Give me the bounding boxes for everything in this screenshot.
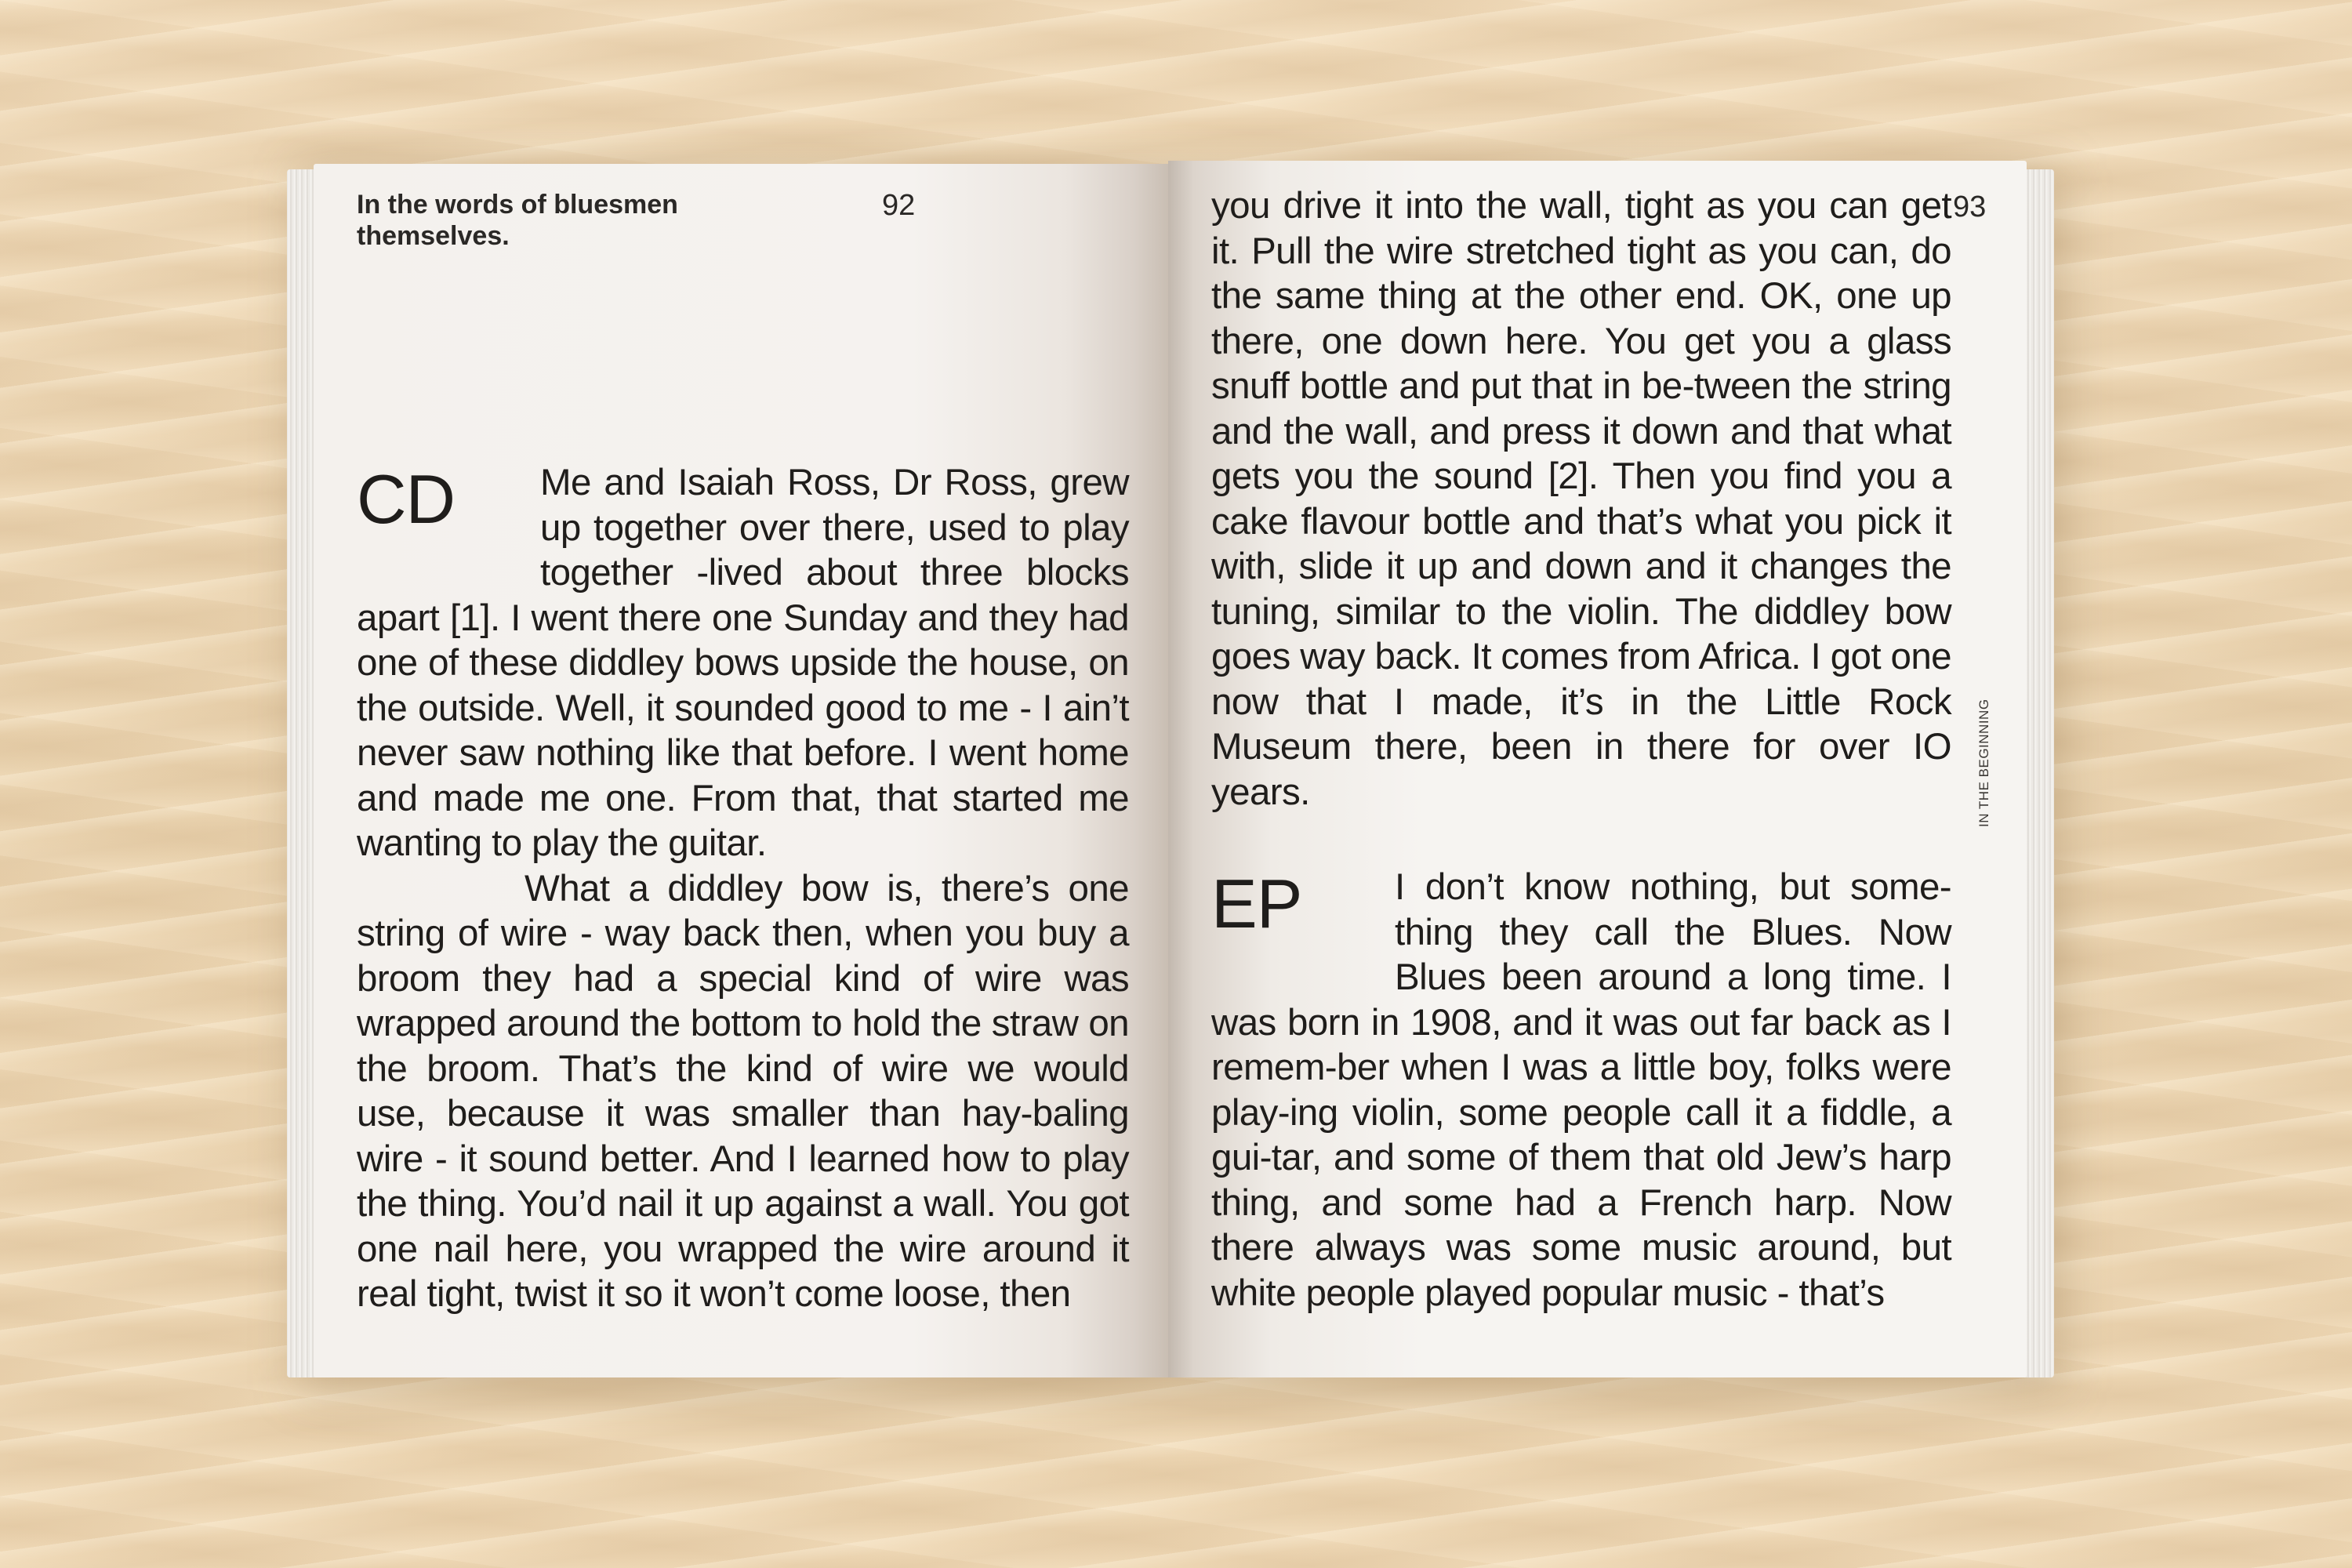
continued-paragraph: you drive it into the wall, tight as you can get it. Pull the wire stretched tight as you can, do the same thing at the other end. OK, one up there, one down here. You get you a glass snuff bottle and put that in be-tween the string and the wall, and press it down and that what gets you the sound [2]. Then you find you a cake flavour bottle and that’s what you pick it with, slide it up and down and it changes the tuning, similar to the violin. The diddley bow goes way back. It comes from Africa. I got one now that I made, it’s in the Little Rock Museum there, been in there for over IO years. — [1211, 185, 1951, 813]
page-number-left: 92 — [882, 189, 916, 222]
section-side-label: IN THE BEGINNING — [1976, 699, 1991, 827]
right-body-text — [1211, 865, 1951, 1316]
paragraph-1: Me and Isaiah Ross, Dr Ross, grew up together over there, used to play together -lived about three blocks apart [1]. I went there one Sunday and they had one of these diddley bows upside the house, on the outside. Well, it sounded good to me - I ain’t never saw nothing like that before. I went home and made me one. From that, that started me wanting to play the guitar. — [357, 462, 1129, 864]
left-page — [314, 164, 1168, 1377]
right-page — [1168, 161, 2027, 1377]
page-number-right: 93 — [1953, 191, 1987, 223]
left-body-text — [357, 460, 1129, 1317]
paragraph-ep: I don’t know nothing, but some-thing they call the Blues. Now Blues been around a long time. I was born in 1908, and it was out far back as I remem-ber when I was a little boy, folks were play-ing violin, some people call it a fiddle, a gui-tar, and some of them that old Jew’s harp thing, and some had a French harp. Now there always was some music around, but white people played popular music - that’s — [1211, 866, 1951, 1314]
speaker-initials-ep: EP — [1211, 865, 1302, 942]
speaker-initials-cd: CD — [357, 460, 456, 538]
running-header: In the words of bluesmen themselves. — [357, 190, 678, 251]
paragraph-2: What a diddley bow is, there’s one string of wire - way back then, when you buy a broom they had a special kind of wire was wrapped around the bottom to hold the straw on the broom. That’s the kind of wire we would use, because it was smaller than hay-baling wire - it sound better. And I learned how to play the thing. You’d nail it up against a wall. You got one nail here, you wrapped the wire around it real tight, twist it so it won’t come loose, then — [357, 867, 1129, 1315]
